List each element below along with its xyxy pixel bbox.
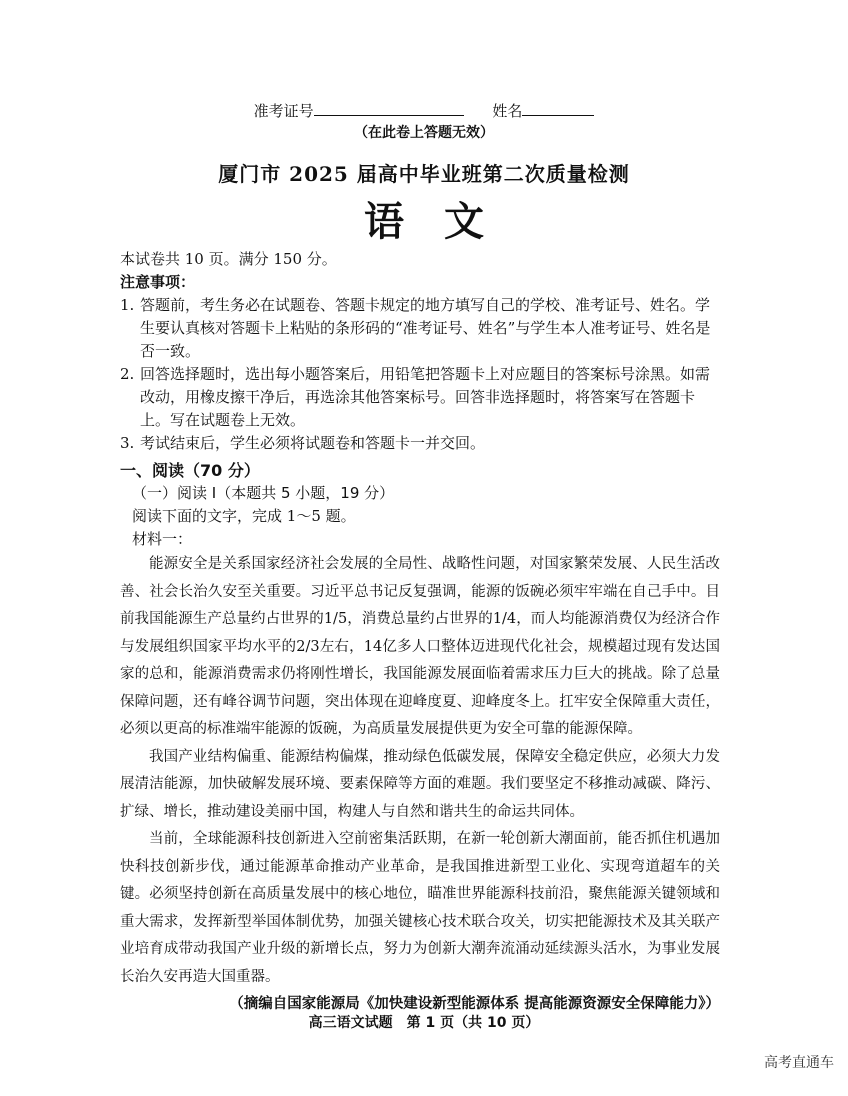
note-text: 回答选择题时，选出每小题答案后，用铅笔把答题卡上对应题目的答案标号涂黑。如需改动，用橡皮擦干净后，再选涂其他答案标号。回答非选择题时，将答案写在答题卡上。写在试题卷上无效。 [140,365,711,429]
note-number: 2. [120,365,135,383]
subject-title: 语文 [364,199,524,245]
exam-title: 厦门市 2025 届高中毕业班第二次质量检测 [218,162,630,186]
name-label: 姓名 [492,102,523,120]
reading-instruction: 阅读下面的文字，完成 1～5 题。 [132,507,356,525]
material-paragraph: 当前，全球能源科技创新进入空前密集活跃期，在新一轮创新大潮面前，能否抓住机遇加快科技创新步伐，通过能源革命推动产业革命，是我国推进新型工业化、实现弯道超车的关键。必须坚持创新在高质量发展中的核心地位，瞄准世界能源科技前沿，聚焦能源关键领域和重大需求，发挥新型举国体制优势，加强关键核心技术联合攻关，切实把能源技术及其关联产业培育成带动我国产业升级的新增长点，努力为创新大潮奔流涌动延续源头活水，为事业发展长治久安再造大国重器。 [120,831,720,985]
subsection-heading: （一）阅读 I（本题共 5 小题，19 分） [132,484,395,502]
candidate-info-line [0,100,848,121]
material-paragraph: 我国产业结构偏重、能源结构偏煤，推动绿色低碳发展，保障安全稳定供应，必须大力发展清洁能源，加快破解发展环境、要素保障等方面的难题。我们要坚定不移推动减碳、降污、扩绿、增长，推动建设美丽中国，构建人与自然和谐共生的命运共同体。 [120,748,720,820]
note-item [120,432,720,455]
section-heading: 一、阅读（70 分） [120,461,260,480]
note-number: 1. [120,296,135,314]
intro-line: 本试卷共 10 页。满分 150 分。 [120,250,337,268]
notes-title: 注意事项： [120,273,196,291]
note-item [120,363,720,432]
notes-list [120,294,720,455]
watermark-text: 高考直通车 [764,1055,834,1071]
note-text: 答题前，考生务必在试题卷、答题卡规定的地方填写自己的学校、准考证号、姓名。学生要认真核对答题卡上粘贴的条形码的“准考证号、姓名”与学生本人准考证号、姓名是否一致。 [140,296,711,360]
note-text: 考试结束后，学生必须将试题卷和答题卡一并交回。 [140,434,486,452]
material-label: 材料一： [132,530,193,548]
name-blank [522,103,594,116]
note-number: 3. [120,434,135,452]
content-body [120,248,720,1016]
material-paragraph: 能源安全是关系国家经济社会发展的全局性、战略性问题，对国家繁荣发展、人民生活改善、社会长治久安至关重要。习近平总书记反复强调，能源的饭碗必须牢牢端在自己手中。目前我国能源生产总量约占世界的1/5，消费总量约占世界的1/4，而人均能源消费仅为经济合作与发展组织国家平均水平的2/3左右，14亿多人口整体迈进现代化社会，规模超过现有发达国家的总和，能源消费需求仍将刚性增长，我国能源发展面临着需求压力巨大的挑战。除了总量保障问题，还有峰谷调节问题，突出体现在迎峰度夏、迎峰度冬上。扛牢安全保障重大责任，必须以更高的标准端牢能源的饭碗，为高质量发展提供更为安全可靠的能源保障。 [120,556,720,737]
page-footer: 高三语文试题 第 1 页（共 10 页） [308,1015,540,1031]
exam-id-blank [314,103,464,116]
exam-id-label: 准考证号 [253,102,314,120]
note-item [120,294,720,363]
source-citation: （摘编自国家能源局《加快建设新型能源体系 提高能源资源安全保障能力》） [229,996,720,1012]
no-answer-notice: （在此卷上答题无效） [354,125,494,141]
